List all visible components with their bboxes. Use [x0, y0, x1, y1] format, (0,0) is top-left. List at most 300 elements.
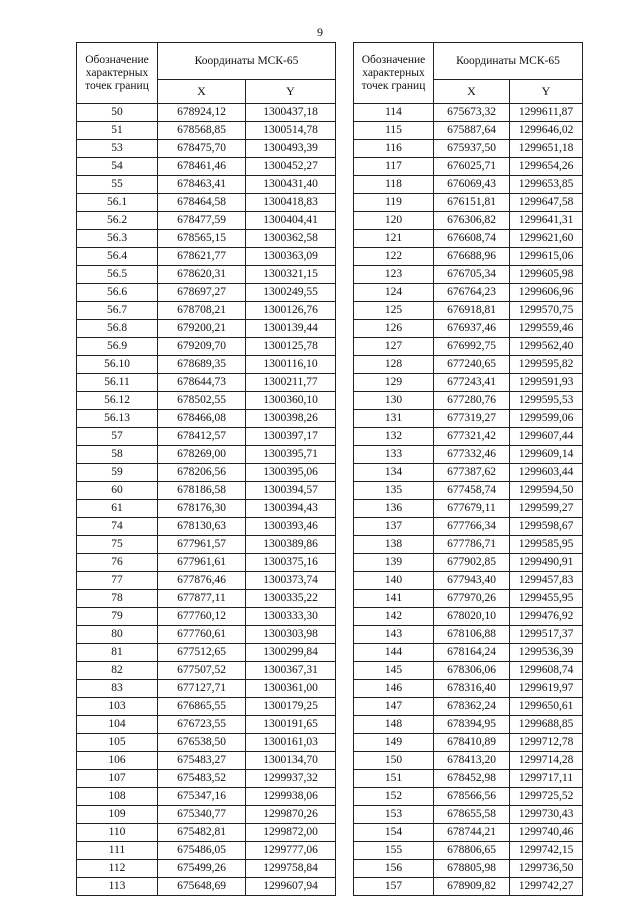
- y-coordinate-cell: 1300389,86: [246, 536, 336, 554]
- x-coordinate-cell: 677679,11: [434, 500, 510, 518]
- x-coordinate-cell: 678106,88: [434, 626, 510, 644]
- y-coordinate-cell: 1300126,76: [246, 302, 336, 320]
- x-coordinate-cell: 676306,82: [434, 212, 510, 230]
- point-id-cell: 109: [77, 806, 158, 824]
- table-row: [77, 248, 336, 266]
- y-header: Y: [246, 80, 336, 104]
- y-coordinate-cell: 1299585,95: [510, 536, 583, 554]
- table-row: [354, 284, 583, 302]
- point-id-cell: 146: [354, 680, 434, 698]
- y-coordinate-cell: 1299517,37: [510, 626, 583, 644]
- x-coordinate-cell: 676705,34: [434, 266, 510, 284]
- y-coordinate-cell: 1299595,82: [510, 356, 583, 374]
- y-coordinate-cell: 1299740,46: [510, 824, 583, 842]
- table-row: [354, 806, 583, 824]
- table-row: [354, 356, 583, 374]
- y-coordinate-cell: 1299598,67: [510, 518, 583, 536]
- table-row: [77, 302, 336, 320]
- x-coordinate-cell: 678744,21: [434, 824, 510, 842]
- x-header: X: [158, 80, 246, 104]
- table-row: [77, 374, 336, 392]
- y-coordinate-cell: 1300161,03: [246, 734, 336, 752]
- x-coordinate-cell: 678269,00: [158, 446, 246, 464]
- point-id-cell: 144: [354, 644, 434, 662]
- x-coordinate-cell: 677877,11: [158, 590, 246, 608]
- table-row: [77, 842, 336, 860]
- point-id-cell: 121: [354, 230, 434, 248]
- y-coordinate-cell: 1299641,31: [510, 212, 583, 230]
- x-coordinate-cell: 677786,71: [434, 536, 510, 554]
- x-coordinate-cell: 675648,69: [158, 878, 246, 896]
- point-id-cell: 112: [77, 860, 158, 878]
- x-coordinate-cell: 675483,27: [158, 752, 246, 770]
- y-coordinate-cell: 1300303,98: [246, 626, 336, 644]
- y-coordinate-cell: 1300395,06: [246, 464, 336, 482]
- point-id-cell: 111: [77, 842, 158, 860]
- table-row: [77, 158, 336, 176]
- point-id-cell: 114: [354, 104, 434, 122]
- y-coordinate-cell: 1300394,57: [246, 482, 336, 500]
- y-coordinate-cell: 1299654,26: [510, 158, 583, 176]
- point-id-cell: 107: [77, 770, 158, 788]
- table-row: [354, 752, 583, 770]
- x-coordinate-cell: 678466,08: [158, 410, 246, 428]
- y-coordinate-cell: 1299712,78: [510, 734, 583, 752]
- point-id-cell: 133: [354, 446, 434, 464]
- y-coordinate-cell: 1299603,44: [510, 464, 583, 482]
- x-coordinate-cell: 677876,46: [158, 572, 246, 590]
- table-row: [77, 626, 336, 644]
- table-row: [354, 734, 583, 752]
- point-id-cell: 156: [354, 860, 434, 878]
- y-coordinate-cell: 1299937,32: [246, 770, 336, 788]
- point-id-cell: 135: [354, 482, 434, 500]
- x-coordinate-cell: 677943,40: [434, 572, 510, 590]
- y-coordinate-cell: 1299594,50: [510, 482, 583, 500]
- y-coordinate-cell: 1299595,53: [510, 392, 583, 410]
- table-row: [354, 698, 583, 716]
- y-coordinate-cell: 1299647,58: [510, 194, 583, 212]
- x-coordinate-cell: 678621,77: [158, 248, 246, 266]
- y-coordinate-cell: 1300116,10: [246, 356, 336, 374]
- x-coordinate-cell: 675482,81: [158, 824, 246, 842]
- x-coordinate-cell: 678805,98: [434, 860, 510, 878]
- table-row: [354, 446, 583, 464]
- x-coordinate-cell: 676992,75: [434, 338, 510, 356]
- coordinates-header: Координаты МСК-65: [158, 43, 336, 80]
- y-coordinate-cell: 1299611,87: [510, 104, 583, 122]
- table-row: [77, 356, 336, 374]
- table-row: [77, 572, 336, 590]
- table-row: [77, 122, 336, 140]
- y-coordinate-cell: 1299725,52: [510, 788, 583, 806]
- x-coordinate-cell: 678463,41: [158, 176, 246, 194]
- point-id-cell: 127: [354, 338, 434, 356]
- x-coordinate-cell: 678568,85: [158, 122, 246, 140]
- point-id-cell: 139: [354, 554, 434, 572]
- x-coordinate-cell: 678477,59: [158, 212, 246, 230]
- point-id-cell: 81: [77, 644, 158, 662]
- table-row: [77, 230, 336, 248]
- table-row: [77, 860, 336, 878]
- table-row: [77, 770, 336, 788]
- point-id-cell: 141: [354, 590, 434, 608]
- coordinates-header: Координаты МСК-65: [434, 43, 583, 80]
- table-row: [354, 662, 583, 680]
- y-coordinate-cell: 1299646,02: [510, 122, 583, 140]
- table-row: [354, 482, 583, 500]
- table-row: [77, 806, 336, 824]
- y-coordinate-cell: 1300437,18: [246, 104, 336, 122]
- point-id-cell: 106: [77, 752, 158, 770]
- table-row: [354, 122, 583, 140]
- y-coordinate-cell: 1299570,75: [510, 302, 583, 320]
- x-coordinate-cell: 678909,82: [434, 878, 510, 896]
- y-coordinate-cell: 1299650,61: [510, 698, 583, 716]
- x-coordinate-cell: 675347,16: [158, 788, 246, 806]
- y-coordinate-cell: 1299457,83: [510, 572, 583, 590]
- y-coordinate-cell: 1300375,16: [246, 554, 336, 572]
- y-coordinate-cell: 1300333,30: [246, 608, 336, 626]
- y-coordinate-cell: 1299938,06: [246, 788, 336, 806]
- point-id-cell: 60: [77, 482, 158, 500]
- x-coordinate-cell: 678186,58: [158, 482, 246, 500]
- x-coordinate-cell: 678306,06: [434, 662, 510, 680]
- point-id-cell: 122: [354, 248, 434, 266]
- x-coordinate-cell: 677319,27: [434, 410, 510, 428]
- y-coordinate-cell: 1299490,91: [510, 554, 583, 572]
- point-id-cell: 56.12: [77, 392, 158, 410]
- y-coordinate-cell: 1299476,92: [510, 608, 583, 626]
- table-row: [354, 104, 583, 122]
- point-id-cell: 57: [77, 428, 158, 446]
- point-id-cell: 138: [354, 536, 434, 554]
- table-row: [77, 446, 336, 464]
- y-coordinate-cell: 1300321,15: [246, 266, 336, 284]
- point-id-cell: 56.6: [77, 284, 158, 302]
- x-coordinate-cell: 679209,70: [158, 338, 246, 356]
- point-id-cell: 117: [354, 158, 434, 176]
- y-coordinate-cell: 1299777,06: [246, 842, 336, 860]
- x-coordinate-cell: 677332,46: [434, 446, 510, 464]
- x-coordinate-cell: 678475,70: [158, 140, 246, 158]
- x-coordinate-cell: 676723,55: [158, 716, 246, 734]
- point-id-cell: 105: [77, 734, 158, 752]
- table-row: [77, 590, 336, 608]
- table-row: [354, 518, 583, 536]
- y-coordinate-cell: 1300179,25: [246, 698, 336, 716]
- y-header: Y: [510, 80, 583, 104]
- y-coordinate-cell: 1300361,00: [246, 680, 336, 698]
- y-coordinate-cell: 1300139,44: [246, 320, 336, 338]
- point-id-cell: 130: [354, 392, 434, 410]
- x-coordinate-cell: 678644,73: [158, 374, 246, 392]
- x-coordinate-cell: 678620,31: [158, 266, 246, 284]
- point-id-cell: 129: [354, 374, 434, 392]
- table-row: [77, 698, 336, 716]
- y-coordinate-cell: 1299872,00: [246, 824, 336, 842]
- table-row: [354, 464, 583, 482]
- y-coordinate-cell: 1299608,74: [510, 662, 583, 680]
- table-row: [354, 410, 583, 428]
- point-id-cell: 77: [77, 572, 158, 590]
- point-id-cell: 116: [354, 140, 434, 158]
- table-row: [77, 212, 336, 230]
- table-row: [354, 230, 583, 248]
- table-row: [354, 500, 583, 518]
- table-row: [77, 752, 336, 770]
- point-id-cell: 56.11: [77, 374, 158, 392]
- table-row: [77, 104, 336, 122]
- y-coordinate-cell: 1300191,65: [246, 716, 336, 734]
- point-id-cell: 142: [354, 608, 434, 626]
- y-coordinate-cell: 1300514,78: [246, 122, 336, 140]
- point-id-cell: 150: [354, 752, 434, 770]
- x-coordinate-cell: 676688,96: [434, 248, 510, 266]
- table-row: [77, 428, 336, 446]
- y-coordinate-cell: 1300395,71: [246, 446, 336, 464]
- x-coordinate-cell: 678410,89: [434, 734, 510, 752]
- x-coordinate-cell: 675499,26: [158, 860, 246, 878]
- x-coordinate-cell: 676025,71: [434, 158, 510, 176]
- x-coordinate-cell: 678206,56: [158, 464, 246, 482]
- table-row: [77, 788, 336, 806]
- point-header: Обозначение характерных точек границ: [77, 43, 158, 104]
- y-coordinate-cell: 1300125,78: [246, 338, 336, 356]
- x-coordinate-cell: 678461,46: [158, 158, 246, 176]
- table-row: [354, 842, 583, 860]
- x-coordinate-cell: 678924,12: [158, 104, 246, 122]
- table-row: [354, 428, 583, 446]
- point-id-cell: 83: [77, 680, 158, 698]
- table-row: [77, 608, 336, 626]
- x-coordinate-cell: 677961,57: [158, 536, 246, 554]
- x-coordinate-cell: 675887,64: [434, 122, 510, 140]
- y-coordinate-cell: 1300493,39: [246, 140, 336, 158]
- x-coordinate-cell: 676069,43: [434, 176, 510, 194]
- point-id-cell: 104: [77, 716, 158, 734]
- table-row: [354, 266, 583, 284]
- x-coordinate-cell: 676918,81: [434, 302, 510, 320]
- coordinates-table-right: [353, 42, 583, 896]
- y-coordinate-cell: 1300431,40: [246, 176, 336, 194]
- y-coordinate-cell: 1299688,85: [510, 716, 583, 734]
- point-id-cell: 145: [354, 662, 434, 680]
- table-row: [77, 482, 336, 500]
- table-row: [77, 716, 336, 734]
- y-coordinate-cell: 1299717,11: [510, 770, 583, 788]
- y-coordinate-cell: 1299562,40: [510, 338, 583, 356]
- point-id-cell: 79: [77, 608, 158, 626]
- x-coordinate-cell: 677507,52: [158, 662, 246, 680]
- y-coordinate-cell: 1299455,95: [510, 590, 583, 608]
- point-id-cell: 80: [77, 626, 158, 644]
- table-row: [77, 500, 336, 518]
- x-coordinate-cell: 678164,24: [434, 644, 510, 662]
- point-id-cell: 154: [354, 824, 434, 842]
- table-row: [354, 572, 583, 590]
- point-id-cell: 115: [354, 122, 434, 140]
- table-row: [77, 878, 336, 896]
- x-coordinate-cell: 678464,58: [158, 194, 246, 212]
- point-id-cell: 56.2: [77, 212, 158, 230]
- point-id-cell: 56.5: [77, 266, 158, 284]
- table-row: [354, 824, 583, 842]
- y-coordinate-cell: 1300211,77: [246, 374, 336, 392]
- point-id-cell: 113: [77, 878, 158, 896]
- x-header: X: [434, 80, 510, 104]
- x-coordinate-cell: 678412,57: [158, 428, 246, 446]
- point-id-cell: 124: [354, 284, 434, 302]
- y-coordinate-cell: 1299609,14: [510, 446, 583, 464]
- point-id-cell: 153: [354, 806, 434, 824]
- y-coordinate-cell: 1299559,46: [510, 320, 583, 338]
- table-row: [354, 158, 583, 176]
- table-row: [77, 554, 336, 572]
- x-coordinate-cell: 677127,71: [158, 680, 246, 698]
- x-coordinate-cell: 678452,98: [434, 770, 510, 788]
- table-row: [77, 518, 336, 536]
- table-row: [354, 608, 583, 626]
- x-coordinate-cell: 677458,74: [434, 482, 510, 500]
- point-id-cell: 123: [354, 266, 434, 284]
- y-coordinate-cell: 1299607,44: [510, 428, 583, 446]
- table-row: [354, 878, 583, 896]
- y-coordinate-cell: 1300404,41: [246, 212, 336, 230]
- y-coordinate-cell: 1300360,10: [246, 392, 336, 410]
- x-coordinate-cell: 676937,46: [434, 320, 510, 338]
- table-row: [77, 536, 336, 554]
- x-coordinate-cell: 678413,20: [434, 752, 510, 770]
- y-coordinate-cell: 1299615,06: [510, 248, 583, 266]
- y-coordinate-cell: 1300367,31: [246, 662, 336, 680]
- table-row: [354, 212, 583, 230]
- table-row: [77, 320, 336, 338]
- x-coordinate-cell: 678394,95: [434, 716, 510, 734]
- table-row: [77, 194, 336, 212]
- x-coordinate-cell: 677243,41: [434, 374, 510, 392]
- table-row: [77, 824, 336, 842]
- table-row: [354, 590, 583, 608]
- point-id-cell: 76: [77, 554, 158, 572]
- table-row: [354, 338, 583, 356]
- point-id-cell: 137: [354, 518, 434, 536]
- point-id-cell: 152: [354, 788, 434, 806]
- point-id-cell: 56.13: [77, 410, 158, 428]
- point-id-cell: 151: [354, 770, 434, 788]
- x-coordinate-cell: 677512,65: [158, 644, 246, 662]
- point-id-cell: 155: [354, 842, 434, 860]
- y-coordinate-cell: 1299742,15: [510, 842, 583, 860]
- y-coordinate-cell: 1300418,83: [246, 194, 336, 212]
- y-coordinate-cell: 1299714,28: [510, 752, 583, 770]
- y-coordinate-cell: 1300373,74: [246, 572, 336, 590]
- table-row: [354, 302, 583, 320]
- y-coordinate-cell: 1300398,26: [246, 410, 336, 428]
- y-coordinate-cell: 1300393,46: [246, 518, 336, 536]
- x-coordinate-cell: 678697,27: [158, 284, 246, 302]
- y-coordinate-cell: 1300249,55: [246, 284, 336, 302]
- table-row: [354, 554, 583, 572]
- table-row: [77, 266, 336, 284]
- x-coordinate-cell: 676538,50: [158, 734, 246, 752]
- point-id-cell: 108: [77, 788, 158, 806]
- point-id-cell: 157: [354, 878, 434, 896]
- x-coordinate-cell: 677387,62: [434, 464, 510, 482]
- x-coordinate-cell: 678565,15: [158, 230, 246, 248]
- x-coordinate-cell: 678020,10: [434, 608, 510, 626]
- y-coordinate-cell: 1300363,09: [246, 248, 336, 266]
- y-coordinate-cell: 1299536,39: [510, 644, 583, 662]
- x-coordinate-cell: 675937,50: [434, 140, 510, 158]
- x-coordinate-cell: 676151,81: [434, 194, 510, 212]
- x-coordinate-cell: 678362,24: [434, 698, 510, 716]
- table-row: [354, 644, 583, 662]
- y-coordinate-cell: 1299591,93: [510, 374, 583, 392]
- point-id-cell: 78: [77, 590, 158, 608]
- point-id-cell: 126: [354, 320, 434, 338]
- coordinates-table-left: [76, 42, 336, 896]
- table-row: [354, 374, 583, 392]
- table-row: [354, 248, 583, 266]
- y-coordinate-cell: 1299742,27: [510, 878, 583, 896]
- point-id-cell: 56.9: [77, 338, 158, 356]
- point-id-cell: 119: [354, 194, 434, 212]
- x-coordinate-cell: 678130,63: [158, 518, 246, 536]
- point-id-cell: 132: [354, 428, 434, 446]
- y-coordinate-cell: 1299758,84: [246, 860, 336, 878]
- table-row: [354, 716, 583, 734]
- x-coordinate-cell: 676865,55: [158, 698, 246, 716]
- y-coordinate-cell: 1300397,17: [246, 428, 336, 446]
- table-row: [77, 176, 336, 194]
- point-id-cell: 56.1: [77, 194, 158, 212]
- x-coordinate-cell: 677280,76: [434, 392, 510, 410]
- point-id-cell: 55: [77, 176, 158, 194]
- y-coordinate-cell: 1299599,06: [510, 410, 583, 428]
- y-coordinate-cell: 1300335,22: [246, 590, 336, 608]
- point-id-cell: 56.8: [77, 320, 158, 338]
- y-coordinate-cell: 1299599,27: [510, 500, 583, 518]
- y-coordinate-cell: 1300299,84: [246, 644, 336, 662]
- table-row: [77, 338, 336, 356]
- x-coordinate-cell: 677902,85: [434, 554, 510, 572]
- table-row: [354, 194, 583, 212]
- table-body-left: [77, 104, 336, 896]
- table-row: [77, 392, 336, 410]
- point-id-cell: 134: [354, 464, 434, 482]
- x-coordinate-cell: 679200,21: [158, 320, 246, 338]
- table-row: [354, 392, 583, 410]
- y-coordinate-cell: 1299870,26: [246, 806, 336, 824]
- x-coordinate-cell: 677240,65: [434, 356, 510, 374]
- table-row: [354, 680, 583, 698]
- x-coordinate-cell: 678655,58: [434, 806, 510, 824]
- table-row: [77, 662, 336, 680]
- point-id-cell: 75: [77, 536, 158, 554]
- x-coordinate-cell: 678689,35: [158, 356, 246, 374]
- y-coordinate-cell: 1300452,27: [246, 158, 336, 176]
- point-id-cell: 74: [77, 518, 158, 536]
- y-coordinate-cell: 1299606,96: [510, 284, 583, 302]
- point-id-cell: 82: [77, 662, 158, 680]
- page-number: 9: [317, 25, 323, 39]
- point-id-cell: 110: [77, 824, 158, 842]
- point-id-cell: 56.7: [77, 302, 158, 320]
- table-row: [354, 176, 583, 194]
- point-id-cell: 140: [354, 572, 434, 590]
- point-id-cell: 118: [354, 176, 434, 194]
